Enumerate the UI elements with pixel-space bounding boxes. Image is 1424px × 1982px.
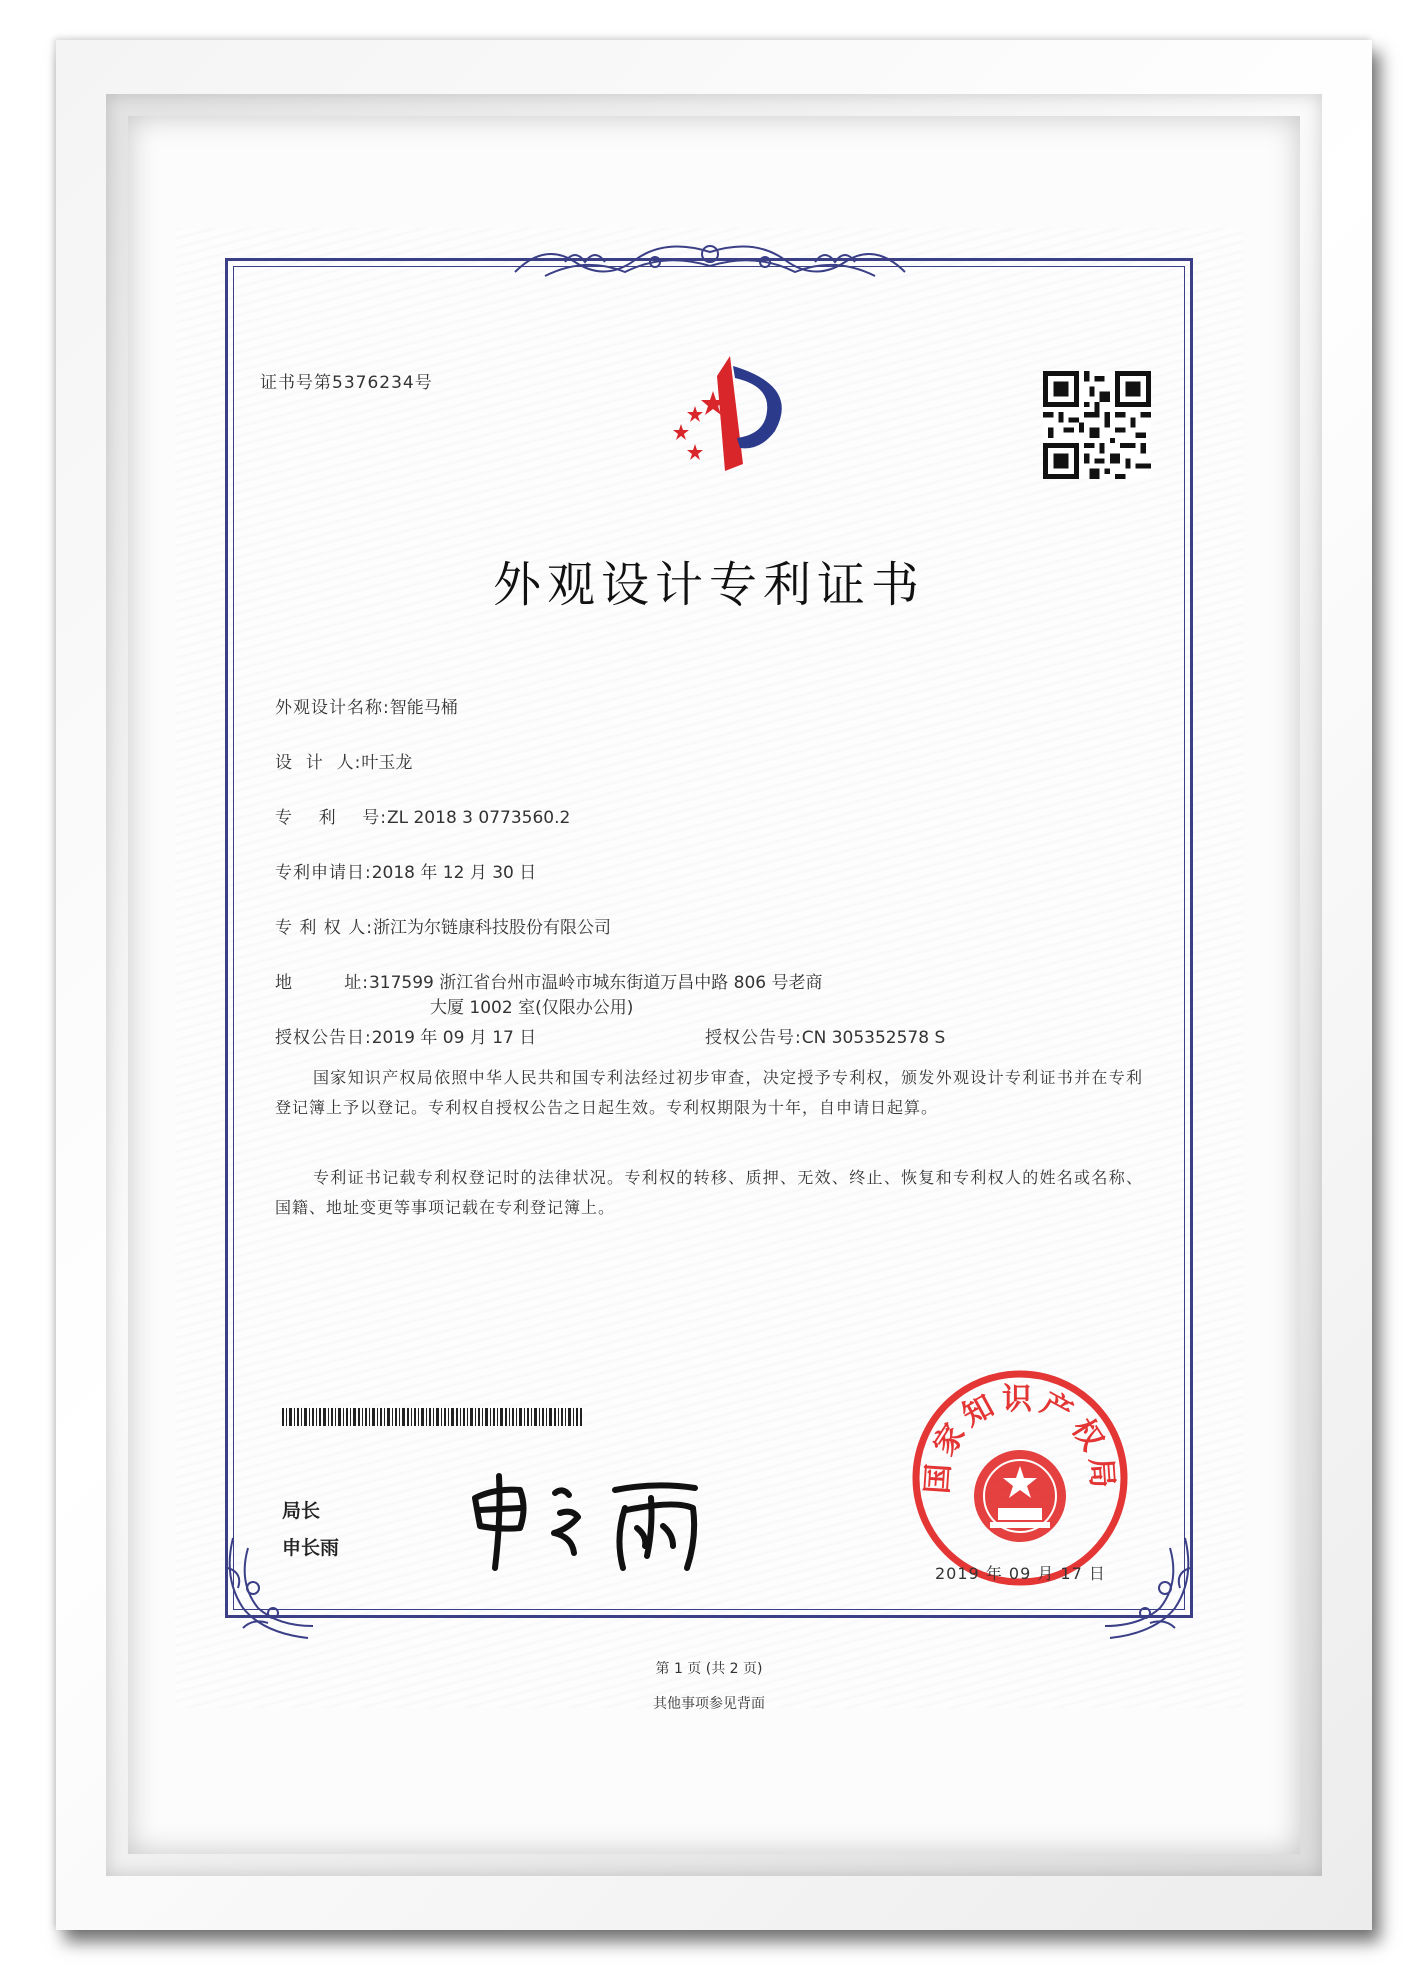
design-name-value: 智能马桶 — [389, 698, 458, 718]
seal-date: 2019 年 09 月 17 日 — [935, 1564, 1106, 1583]
patent-number-field — [275, 803, 570, 828]
filing-date-field — [275, 858, 536, 883]
filing-date-label: 专利申请日: — [275, 863, 372, 883]
certificate-paragraph-2: 专利证书记载专利权登记时的法律状况。专利权的转移、质押、无效、终止、恢复和专利权人的姓名或名称、国籍、地址变更等事项记载在专利登记簿上。 — [275, 1168, 1143, 1217]
certificate-paragraph-1: 国家知识产权局依照中华人民共和国专利法经过初步审查，决定授予专利权，颁发外观设计专利证书并在专利登记簿上予以登记。专利权自授权公告之日起生效。专利权期限为十年，自申请日起算。 — [275, 1068, 1143, 1117]
filing-date-value: 2018 年 12 月 30 日 — [371, 863, 537, 883]
patentee-value: 浙江为尔链康科技股份有限公司 — [372, 918, 611, 938]
director-name: 申长雨 — [282, 1537, 340, 1559]
patent-number-label: 专 利 号: — [275, 808, 387, 828]
barcode — [282, 1408, 582, 1426]
address-value-line1: 317599 浙江省台州市温岭市城东街道万昌中路 806 号老商 — [368, 973, 823, 993]
page-number: 第 1 页 (共 2 页) — [655, 1661, 763, 1677]
designer-label: 设 计 人: — [275, 753, 362, 773]
patentee-label: 专 利 权 人: — [275, 918, 373, 938]
grant-date-value: 2019 年 09 月 17 日 — [371, 1028, 537, 1048]
cnipa-logo-icon — [625, 346, 795, 486]
grant-number-value: CN 305352578 S — [801, 1028, 946, 1048]
design-name-field — [275, 693, 458, 718]
designer-value: 叶玉龙 — [361, 753, 413, 773]
qr-code — [1043, 371, 1151, 479]
certificate-number: 证书号第5376234号 — [260, 373, 433, 393]
grant-date-field — [275, 1023, 536, 1048]
grant-number-field — [705, 1023, 945, 1048]
director-signature — [465, 1468, 725, 1578]
footnote: 其他事项参见背面 — [653, 1696, 765, 1712]
top-ornament — [505, 232, 915, 286]
address-label: 地 址: — [275, 973, 369, 993]
patent-certificate — [175, 228, 1243, 1712]
patent-number-value: ZL 2018 3 0773560.2 — [386, 808, 571, 828]
svg-text:国家知识产权局: 国家知识产权局 — [920, 1382, 1120, 1495]
grant-number-label: 授权公告号: — [705, 1028, 802, 1048]
patentee-field — [275, 913, 611, 938]
address-value-line2: 大厦 1002 室(仅限办公用) — [430, 998, 634, 1018]
page-title: 外观设计专利证书 — [492, 557, 925, 613]
director-title: 局长 — [282, 1500, 321, 1522]
design-name-label: 外观设计名称: — [275, 698, 390, 718]
grant-date-label: 授权公告日: — [275, 1028, 372, 1048]
designer-field — [275, 748, 412, 773]
official-seal — [910, 1368, 1130, 1588]
address-field — [275, 968, 823, 993]
